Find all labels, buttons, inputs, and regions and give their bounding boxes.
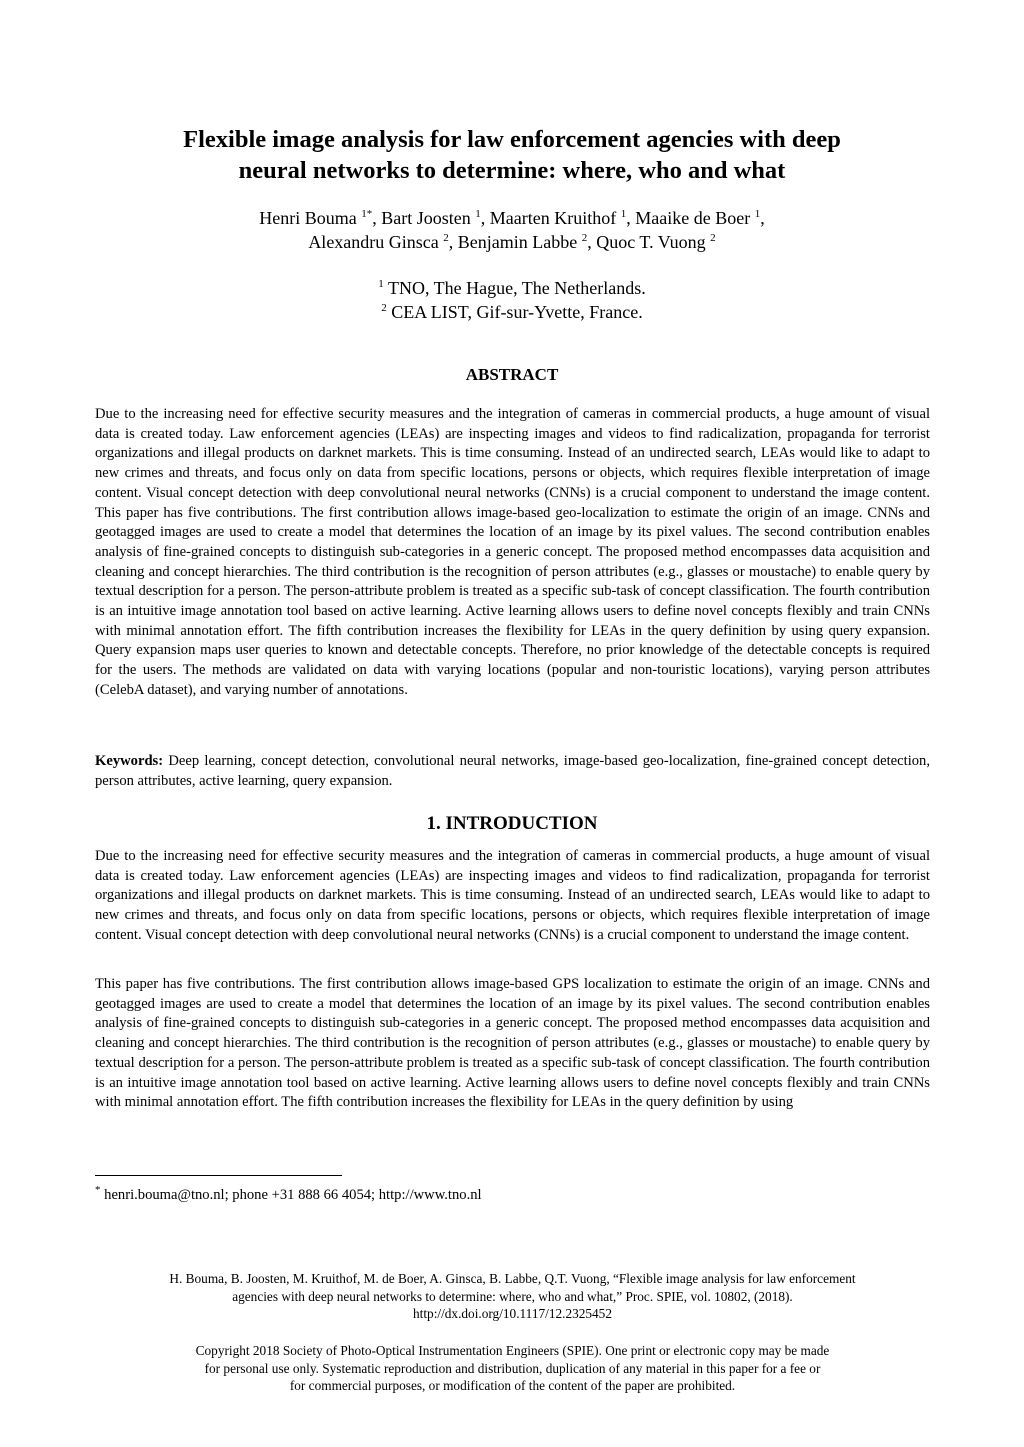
author-affil-mark: 1 xyxy=(754,208,761,220)
keywords xyxy=(95,752,930,791)
footnote-mark: * xyxy=(95,1184,101,1197)
author-affil-mark: 2 xyxy=(443,232,449,244)
abstract-text: Due to the increasing need for effective security measures and the integration of cameras in commercial products, a huge amount of visual data is created today. Law enforcement agencies (LEAs) are inspecting images and videos to find radicalization, propaganda for terrorist organizations and illegal products on darknet markets. This is time consuming. Instead of an undirected search, LEAs would like to adapt to new crimes and threats, and focus only on data from specific locations, persons or objects, which requires flexible interpretation of image content. Visual concept detection with deep convolutional neural networks (CNNs) is a crucial component to understand the image content. This paper has five contributions. The first contribution allows image-based geo-localization to estimate the origin of an image. CNNs and geotagged images are used to create a model that determines the location of an image by its pixel values. The second contribution enables analysis of fine-grained concepts to distinguish sub-categories in a generic concept. The proposed method encompasses data acquisition and cleaning and concept hierarchies. The third contribution is the recognition of person attributes (e.g., glasses or moustache) to enable query by textual description for a person. The person-attribute problem is treated as a specific sub-task of concept classification. The fourth contribution is an intuitive image annotation tool based on active learning. Active learning allows users to define novel concepts flexibly and train CNNs with minimal annotation effort. The fifth contribution increases the flexibility for LEAs in the query definition by using query expansion. Query expansion maps user queries to known and detectable concepts. Therefore, no prior knowledge of the detectable concepts is required for the users. The methods are validated on data with varying locations (popular and non-touristic locations), varying person attributes (CelebA dataset), and varying number of annotations. xyxy=(95,406,930,698)
copyright-notice xyxy=(95,1342,930,1395)
keywords-label: Keywords: xyxy=(95,753,164,769)
affiliation-1: $^1$ TNO, The Hague, The Netherlands. xyxy=(378,278,646,298)
citation-doi: http://dx.doi.org/10.1117/12.2325452 xyxy=(413,1306,612,1321)
footnote-divider xyxy=(95,1175,342,1176)
footnote-text: henri.bouma@tno.nl; phone +31 888 66 4054; http://www.tno.nl xyxy=(100,1187,482,1203)
author-name: Maaike de Boer xyxy=(635,208,755,228)
author-affil-mark: 1* xyxy=(361,208,373,220)
author-affil-mark: 1 xyxy=(475,208,481,220)
author-name: Quoc T. Vuong xyxy=(596,232,711,252)
author-name: Henri Bouma xyxy=(259,208,362,228)
citation-line: H. Bouma, B. Joosten, M. Kruithof, M. de Boer, A. Ginsca, B. Labbe, Q.T. Vuong, “Flexible image analysis for law enforcement xyxy=(169,1271,856,1286)
footnote xyxy=(95,1186,930,1205)
copyright-line: Copyright 2018 Society of Photo-Optical Instrumentation Engineers (SPIE). One print or electronic copy may be made xyxy=(195,1343,830,1358)
author-line-1: Henri Bouma $^{1*}$, Bart Joosten $^1$, Maarten Kruithof $^1$, Maaike de Boer $^1$, xyxy=(259,208,765,228)
copyright-line: for personal use only. Systematic reproduction and distribution, duplication of any material in this paper for a fee or xyxy=(204,1360,821,1376)
author-line-2: Alexandru Ginsca $^2$, Benjamin Labbe $^2$, Quoc T. Vuong $^2$ xyxy=(308,232,716,252)
abstract-heading: ABSTRACT xyxy=(465,365,559,384)
author-affil-mark: 2 xyxy=(710,232,716,244)
intro-paragraph-2: This paper has five contributions. The first contribution allows image-based GPS localization to estimate the origin of an image. CNNs and geotagged images are used to create a model that determines the location of an image by its pixel values. The second contribution enables analysis of fine-grained concepts to distinguish sub-categories in a generic concept. The proposed method encompasses data acquisition and cleaning and concept hierarchies. The third contribution is the recognition of person attributes (e.g., glasses or moustache) to enable query by textual description for a person. The person-attribute problem is treated as a specific sub-task of concept classification. The fourth contribution is an intuitive image annotation tool based on active learning. Active learning allows users to define novel concepts flexibly and train CNNs with minimal annotation effort. The fifth contribution increases the flexibility for LEAs in the query definition by using xyxy=(95,976,930,1111)
author-name: Maarten Kruithof xyxy=(489,208,621,228)
author-name: Alexandru Ginsca xyxy=(308,232,444,252)
author-name: Benjamin Labbe xyxy=(457,232,582,252)
citation-line: agencies with deep neural networks to determine: where, who and what,” Proc. SPIE, vol. 10802, (2018). xyxy=(232,1288,793,1304)
intro-paragraph-1: Due to the increasing need for effective security measures and the integration of cameras in commercial products, a huge amount of visual data is created today. Law enforcement agencies (LEAs) are inspecting images and videos to find radicalization, propaganda for terrorist organizations and illegal products on darknet markets. This is time consuming. Instead of an undirected search, LEAs would like to adapt to new crimes and threats, and focus only on data from specific locations, persons or objects, which requires flexible interpretation of image content. Visual concept detection with deep convolutional neural networks (CNNs) is a crucial component to understand the image content. xyxy=(95,848,930,943)
author-affil-mark: 1 xyxy=(620,208,627,220)
affiliation-2: $^2$ CEA LIST, Gif-sur-Yvette, France. xyxy=(381,302,643,322)
copyright-line: for commercial purposes, or modification of the content of the paper are prohibited. xyxy=(289,1378,736,1393)
author-list xyxy=(120,206,904,254)
keywords-text: Deep learning, concept detection, convolutional neural networks, image-based geo-localization, fine-grained concept detection, person attributes, active learning, query expansion. xyxy=(95,753,930,789)
author-affil-mark: 2 xyxy=(581,232,588,244)
title-line-2: neural networks to determine: where, who and what xyxy=(238,157,786,184)
paper-title xyxy=(120,124,904,186)
title-line-1: Flexible image analysis for law enforcement agencies with deep xyxy=(183,126,841,153)
affiliation-list xyxy=(120,276,904,324)
author-name: Bart Joosten xyxy=(381,208,476,228)
section-heading-introduction: 1. INTRODUCTION xyxy=(426,813,598,834)
citation-block xyxy=(95,1270,930,1323)
